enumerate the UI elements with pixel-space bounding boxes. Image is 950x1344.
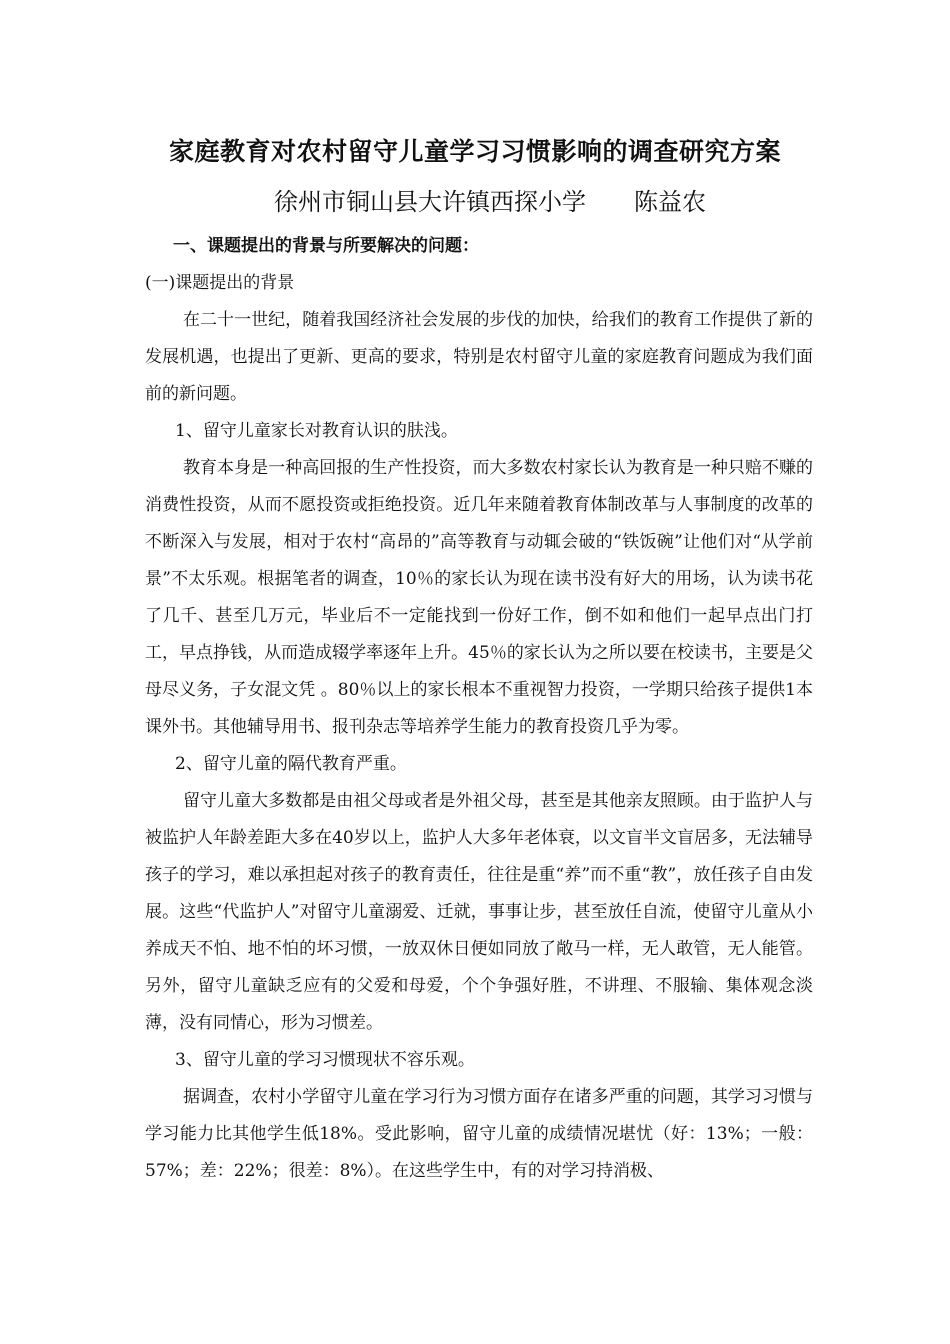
item-body-1: 教育本身是一种高回报的生产性投资，而大多数农村家长认为教育是一种只赔不赚的消费性投资，从而不愿投资或拒绝投资。近几年来随着教育体制改革与人事制度的改革的不断深入与发展，相对于农村“高昂的”高等教育与动辄会破的“铁饭碗”让他们对“从学前景”不太乐观。根据笔者的调查，10％的家长认为现在读书没有好大的用场，认为读书花了几千、甚至几万元，毕业后不一定能找到一份好工作，倒不如和他们一起早点出门打工，早点挣钱，从而造成辍学率逐年上升。45％的家长认为之所以要在校读书，主要是父母尽义务，子女混文凭 。80％以上的家长根本不重视智力投资，一学期只给孩子提供1本课外书。其他辅导用书、报刊杂志等培养学生能力的教育投资几乎为零。 — [145, 458, 813, 737]
item-body-3: 据调查，农村小学留守儿童在学习行为习惯方面存在诸多严重的问题，其学习习惯与学习能力比其他学生低18%。受此影响，留守儿童的成绩情况堪忧（好：13%；一般：57%；差：22%；很差：8%）。在这些学生中，有的对学习持消极、 — [145, 1087, 813, 1181]
document-title: 家庭教育对农村留守儿童学习习惯影响的调查研究方案 — [168, 137, 781, 166]
item-body-2: 留守儿童大多数都是由祖父母或者是外祖父母，甚至是其他亲友照顾。由于监护人与被监护人年龄差距大多在40岁以上，监护人大多年老体衰，以文盲半文盲居多，无法辅导孩子的学习，难以承担起对孩子的教育责任，往往是重“养”而不重“教”，放任孩子自由发展。这些“代监护人”对留守儿童溺爱、迁就，事事让步，甚至放任自流，使留守儿童从小养成天不怕、地不怕的坏习惯，一放双休日便如同放了敞马一样，无人敢管，无人能管。另外，留守儿童缺乏应有的父爱和母爱，个个争强好胜，不讲理、不服输、集体观念淡薄，没有同情心，形为习惯差。 — [145, 791, 813, 1033]
section-heading: 一、课题提出的背景与所要解决的问题： — [173, 236, 479, 256]
item-heading-1: 1、留守儿童家长对教育认识的肤浅。 — [175, 421, 458, 441]
intro-paragraph: 在二十一世纪，随着我国经济社会发展的步伐的加快，给我们的教育工作提供了新的发展机遇，也提出了更新、更高的要求，特别是农村留守儿童的家庭教育问题成为我们面前的新问题。 — [145, 310, 813, 404]
author-school: 徐州市铜山县大许镇西探小学 — [274, 188, 586, 216]
item-heading-2: 2、留守儿童的隔代教育严重。 — [175, 754, 407, 774]
item-heading-3: 3、留守儿童的学习习惯现状不容乐观。 — [175, 1050, 475, 1070]
document-body — [145, 228, 813, 1190]
author-name: 陈益农 — [634, 188, 706, 216]
subsection-heading: (一)课题提出的背景 — [145, 273, 295, 293]
author-line — [0, 182, 950, 217]
